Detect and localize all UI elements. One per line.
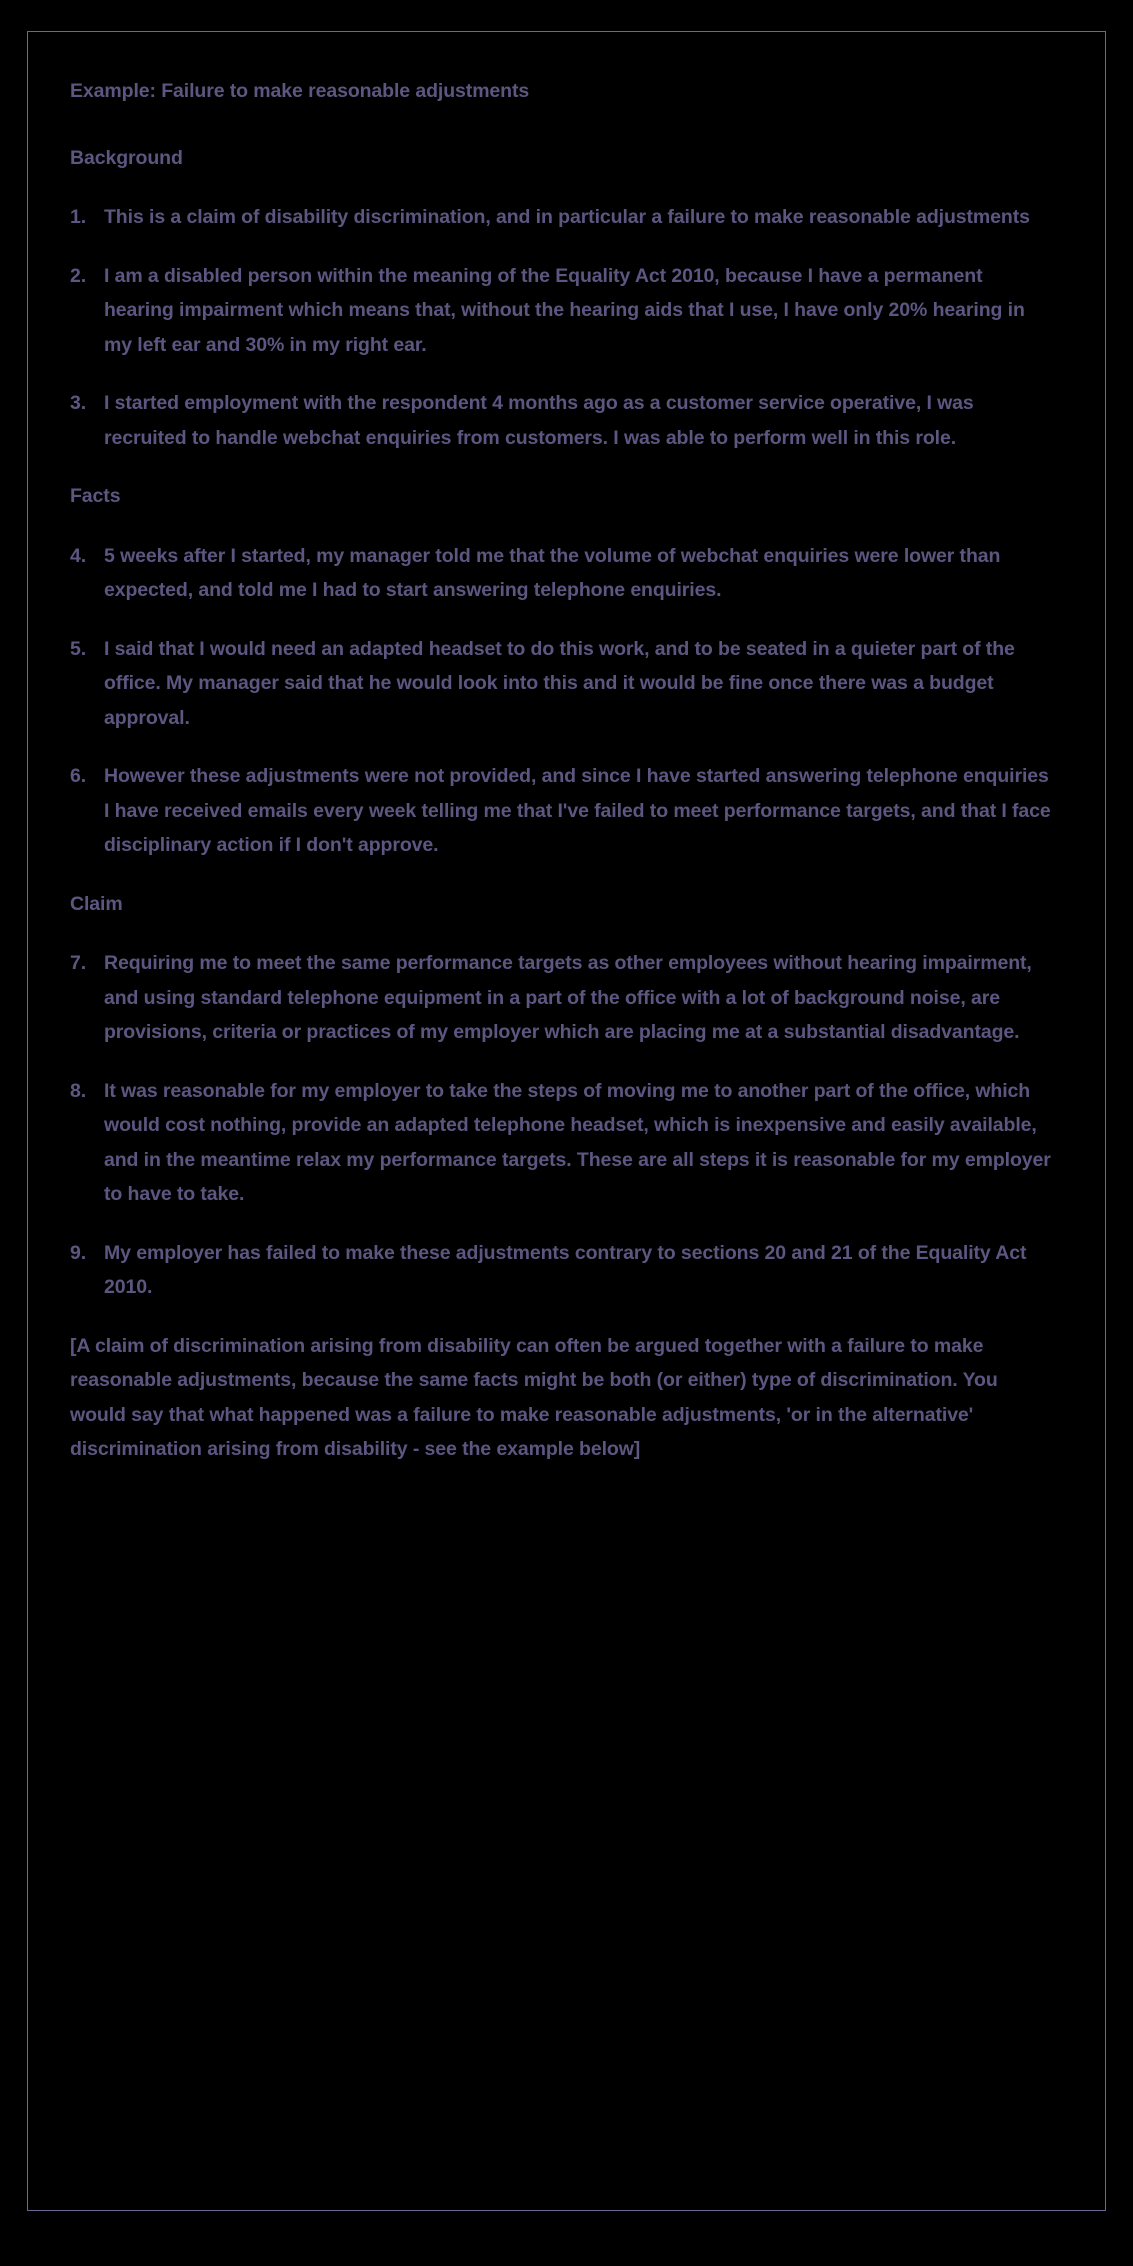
list-item (70, 539, 1055, 608)
list-item-number: 2. (70, 264, 87, 287)
list-item (70, 386, 1055, 455)
list-item-number: 9. (70, 1241, 87, 1264)
section-heading-claim: Claim (70, 892, 123, 915)
list-item (70, 759, 1055, 863)
list-item-number: 5. (70, 637, 87, 660)
list-item-number: 8. (70, 1079, 87, 1102)
list-item-text: I said that I would need an adapted headset to do this work, and to be seated in a quieter part of the office. My manager said that he would look into this and it would be fine once there was a budget approval. (104, 637, 1015, 729)
closing-note: [A claim of discrimination arising from disability can often be argued together with a failure to make reasonable adjustments, because the same facts might be both (or either) type of discrimination. You would say that what happened was a failure to make reasonable adjustments, 'or in the alternative' discrimination arising from disability - see the example below] (70, 1334, 998, 1460)
list-item-number: 6. (70, 765, 87, 787)
list-item-number: 4. (70, 544, 87, 567)
document-frame (27, 31, 1106, 2211)
list-item (70, 1236, 1055, 1305)
list-item-text: However these adjustments were not provided, and since I have started answering telephone enquiries I have received emails every week telling me that I've failed to meet performance targets, and that I face disciplinary action if I don't approve. (104, 765, 1051, 856)
list-item-text: 5 weeks after I started, my manager told me that the volume of webchat enquiries were lower than expected, and told me I had to start answering telephone enquiries. (104, 544, 1001, 601)
list-item (70, 632, 1055, 736)
list-item (70, 259, 1055, 363)
list-item (70, 200, 1055, 235)
list-item-text: This is a claim of disability discrimination, and in particular a failure to make reasonable adjustments (104, 206, 1030, 228)
list-item-text: It was reasonable for my employer to take the steps of moving me to another part of the office, which would cost nothing, provide an adapted telephone headset, which is inexpensive and easily available, and in the meantime relax my performance targets. These are all steps it is reasonable for my employer to have to take. (104, 1079, 1051, 1205)
list-item-text: I am a disabled person within the meaning of the Equality Act 2010, because I have a permanent hearing impairment which means that, without the hearing aids that I use, I have only 20% hearing in my left ear and 30% in my right ear. (104, 264, 1025, 356)
list-item-text: Requiring me to meet the same performance targets as other employees without hearing impairment, and using standard telephone equipment in a part of the office with a lot of background noise, are provisions, criteria or practices of my employer which are placing me at a substantial disadvantage. (104, 952, 1032, 1043)
list-item (70, 946, 1055, 1050)
document-body (70, 74, 1055, 1467)
list-item-number: 1. (70, 206, 87, 228)
list-item-number: 3. (70, 392, 87, 414)
list-item (70, 1074, 1055, 1212)
section-heading-background: Background (70, 146, 183, 169)
list-item-text: I started employment with the respondent 4 months ago as a customer service operative, I was recruited to handle webchat enquiries from customers. I was able to perform well in this role. (104, 392, 974, 449)
document-title: Example: Failure to make reasonable adjustments (70, 80, 530, 102)
list-item-number: 7. (70, 952, 87, 974)
section-heading-facts: Facts (70, 485, 121, 507)
list-item-text: My employer has failed to make these adjustments contrary to sections 20 and 21 of the Equality Act 2010. (104, 1241, 1027, 1298)
